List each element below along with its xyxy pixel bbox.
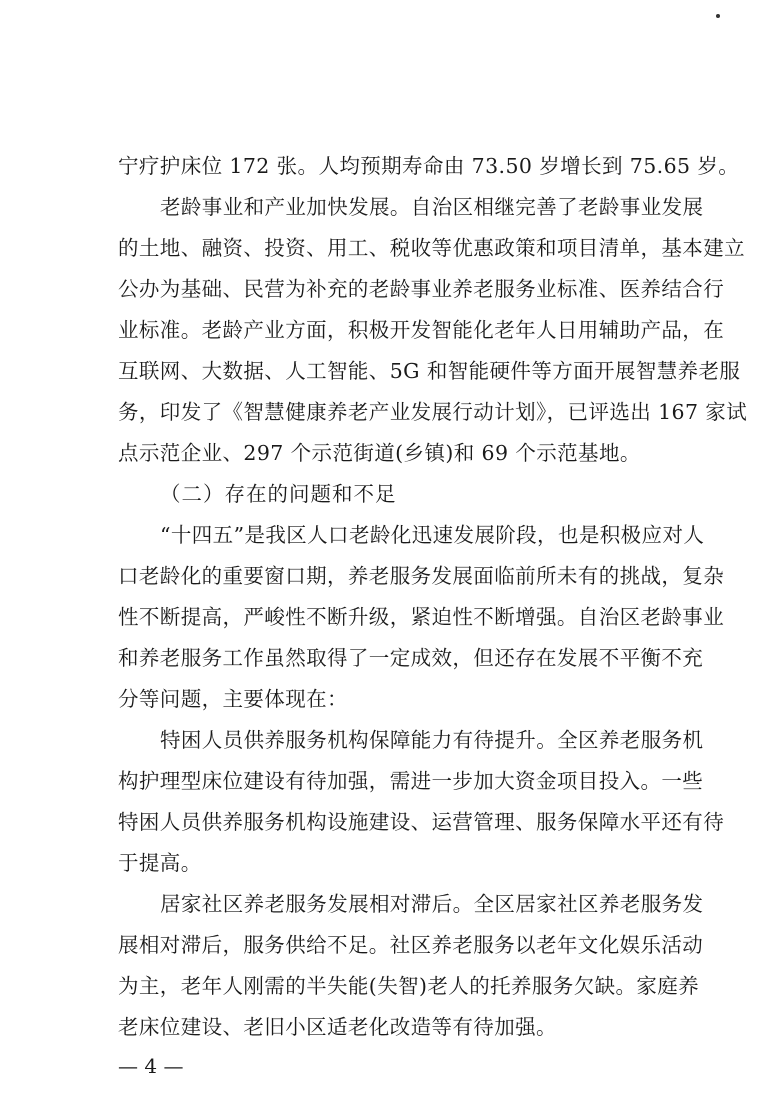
paragraph-senior-industry-line-2: 的土地、融资、投资、用工、税收等优惠政策和项目清单，基本建立 bbox=[118, 236, 745, 260]
paragraph-14th-five-line-5: 分等问题，主要体现在： bbox=[118, 687, 348, 711]
paragraph-14th-five-line-2: 口老龄化的重要窗口期，养老服务发展面临前所未有的挑战，复杂 bbox=[118, 564, 725, 588]
paragraph-senior-industry-line-5: 互联网、大数据、人工智能、5G 和智能硬件等方面开展智慧养老服 bbox=[118, 359, 741, 383]
paragraph-home-community-line-3: 为主，老年人刚需的半失能(失智)老人的托养服务欠缺。家庭养 bbox=[118, 974, 700, 998]
paragraph-senior-industry-line-6: 务，印发了《智慧健康养老产业发展行动计划》，已评选出 167 家试 bbox=[118, 400, 748, 424]
paragraph-senior-industry-line-3: 公办为基础、民营为补充的老龄事业养老服务业标准、医养结合行 bbox=[118, 277, 725, 301]
section-heading-problems: （二）存在的问题和不足 bbox=[160, 482, 397, 506]
paragraph-home-community-line-1: 居家社区养老服务发展相对滞后。全区居家社区养老服务发 bbox=[160, 892, 704, 916]
paragraph-care-institutions-line-3: 特困人员供养服务机构设施建设、运营管理、服务保障水平还有待 bbox=[118, 810, 725, 834]
paragraph-14th-five-line-3: 性不断提高，严峻性不断升级，紧迫性不断增强。自治区老龄事业 bbox=[118, 605, 725, 629]
paragraph-care-institutions-line-2: 构护理型床位建设有待加强，需进一步加大资金项目投入。一些 bbox=[118, 769, 704, 793]
paragraph-14th-five-line-1: “十四五”是我区人口老龄化迅速发展阶段，也是积极应对人 bbox=[160, 523, 705, 547]
paragraph-care-institutions-line-1: 特困人员供养服务机构保障能力有待提升。全区养老服务机 bbox=[160, 728, 704, 752]
paragraph-senior-industry-line-4: 业标准。老龄产业方面，积极开发智能化老年人日用辅助产品，在 bbox=[118, 318, 725, 342]
paragraph-senior-industry-line-7: 点示范企业、297 个示范街道(乡镇)和 69 个示范基地。 bbox=[118, 441, 641, 465]
paragraph-home-community-line-4: 老床位建设、老旧小区适老化改造等有待加强。 bbox=[118, 1015, 557, 1039]
text-line-1: 宁疗护床位 172 张。人均预期寿命由 73.50 岁增长到 75.65 岁。 bbox=[118, 154, 740, 178]
paragraph-care-institutions-line-4: 于提高。 bbox=[118, 851, 202, 875]
paragraph-home-community-line-2: 展相对滞后，服务供给不足。社区养老服务以老年文化娱乐活动 bbox=[118, 933, 704, 957]
paragraph-senior-industry-line-1: 老龄事业和产业加快发展。自治区相继完善了老龄事业发展 bbox=[160, 195, 704, 219]
page-number: — 4 — bbox=[118, 1054, 184, 1078]
paragraph-14th-five-line-4: 和养老服务工作虽然取得了一定成效，但还存在发展不平衡不充 bbox=[118, 646, 704, 670]
scan-speck-mark bbox=[716, 14, 720, 18]
